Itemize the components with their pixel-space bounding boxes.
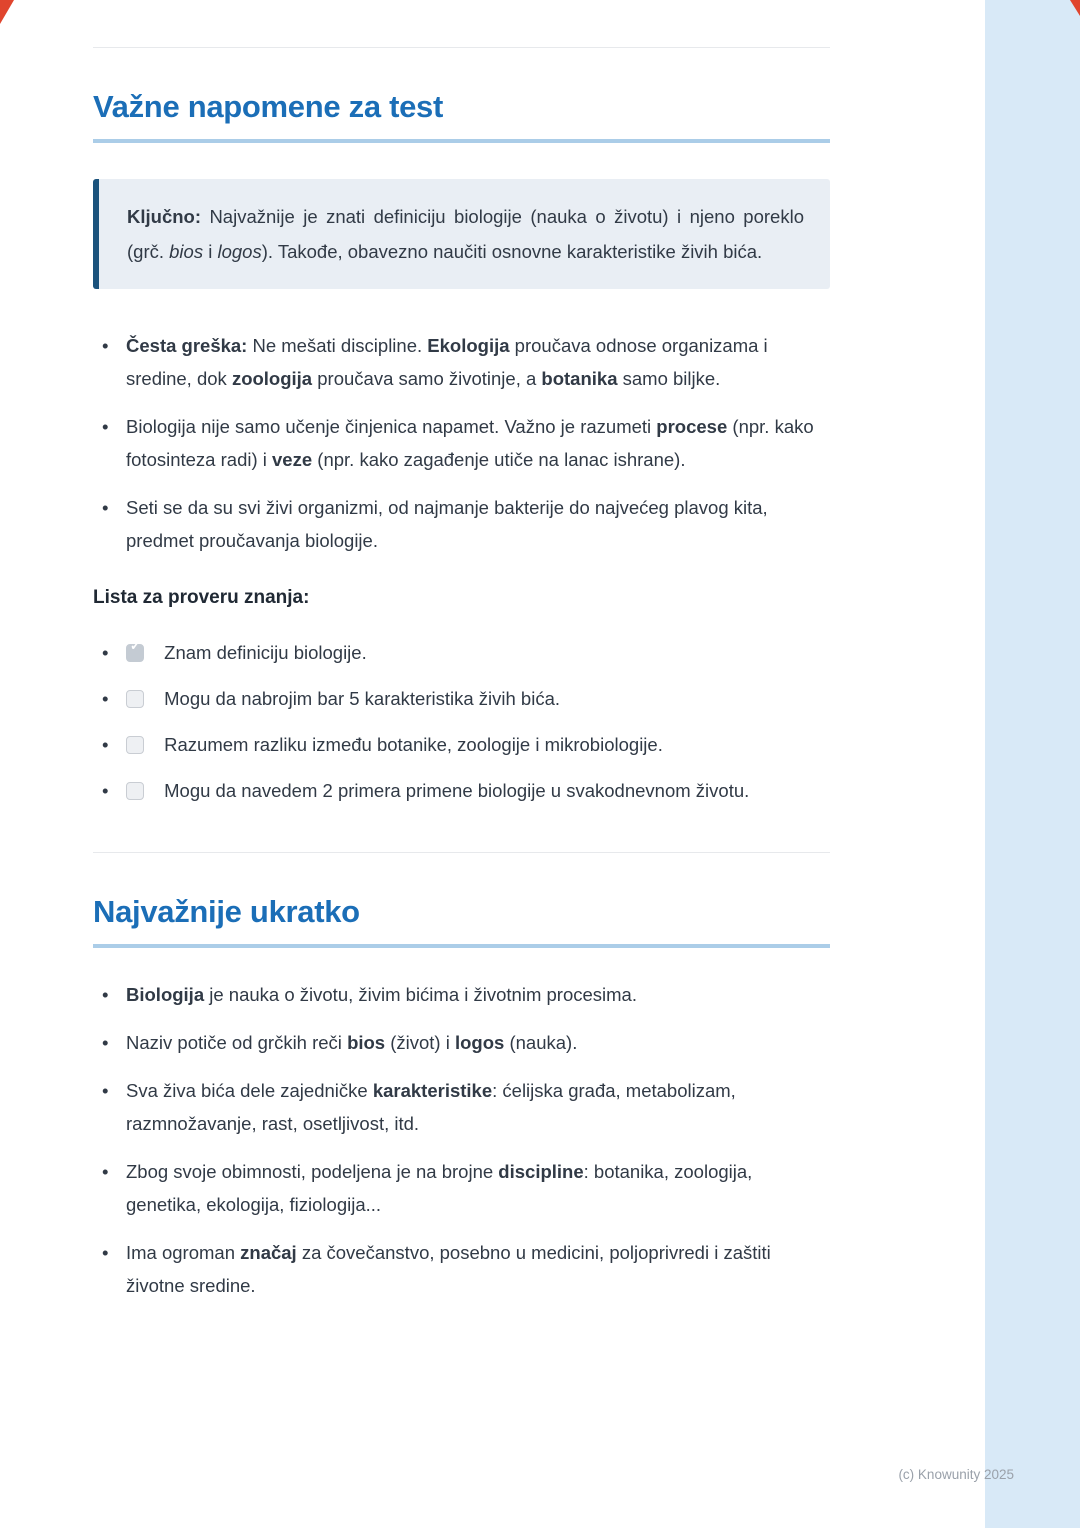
checklist-item xyxy=(93,728,830,761)
summary-text: Zbog svoje obimnosti, podeljena je na brojne discipline: botanika, zoologija, genetika, ekologija, fiziologija... xyxy=(126,1161,753,1215)
checkbox-examples[interactable] xyxy=(126,782,144,800)
bullet-dot: • xyxy=(102,642,109,663)
checklist-label: Mogu da nabrojim bar 5 karakteristika živih bića. xyxy=(164,688,561,709)
checklist-label: Mogu da navedem 2 primera primene biologije u svakodnevnom životu. xyxy=(164,780,750,801)
summary-text: Biologija je nauka o životu, živim bićima i životnim procesima. xyxy=(126,984,637,1005)
side-stripe xyxy=(985,0,1080,1528)
bullet-dot: • xyxy=(102,1080,109,1101)
checkbox-definition[interactable] xyxy=(126,644,144,662)
checklist-item xyxy=(93,636,830,669)
note-text: Biologija nije samo učenje činjenica napamet. Važno je razumeti procese (npr. kako fotosinteza radi) i veze (npr. kako zagađenje utiče na lanac ishrane). xyxy=(126,416,814,470)
summary-text: Naziv potiče od grčkih reči bios (život) i logos (nauka). xyxy=(126,1032,578,1053)
top-divider xyxy=(93,47,830,48)
checklist-item xyxy=(93,682,830,715)
checkbox-disciplines[interactable] xyxy=(126,736,144,754)
bullet-dot: • xyxy=(102,734,109,755)
summary-item xyxy=(93,1074,830,1140)
notes-list xyxy=(93,329,830,557)
summary-item xyxy=(93,1155,830,1221)
bullet-dot: • xyxy=(102,1032,109,1053)
note-item xyxy=(93,491,830,557)
summary-list xyxy=(93,978,830,1302)
bullet-dot: • xyxy=(102,1161,109,1182)
bullet-dot: • xyxy=(102,688,109,709)
checkbox-characteristics[interactable] xyxy=(126,690,144,708)
bullet-dot: • xyxy=(102,416,109,437)
bullet-dot: • xyxy=(102,984,109,1005)
note-text: Seti se da su svi živi organizmi, od najmanje bakterije do najvećeg plavog kita, predmet proučavanja biologije. xyxy=(126,497,768,551)
callout-text: Ključno: Najvažnije je znati definiciju biologije (nauka o životu) i njeno poreklo (grč. bios i logos). Takođe, obavezno naučiti osnovne karakteristike živih bića. xyxy=(127,206,804,262)
note-item xyxy=(93,329,830,395)
bullet-dot: • xyxy=(102,497,109,518)
bullet-dot: • xyxy=(102,335,109,356)
summary-text: Ima ogroman značaj za čovečanstvo, posebno u medicini, poljoprivredi i zaštiti životne sredine. xyxy=(126,1242,771,1296)
summary-item xyxy=(93,1026,830,1059)
knowledge-checklist xyxy=(93,636,830,807)
section-title-summary: Najvažnije ukratko xyxy=(93,894,360,929)
title-underline xyxy=(93,944,830,948)
summary-item xyxy=(93,1236,830,1302)
note-item xyxy=(93,410,830,476)
summary-text: Sva živa bića dele zajedničke karakteristike: ćelijska građa, metabolizam, razmnožavanje, rast, osetljivost, itd. xyxy=(126,1080,736,1134)
copyright-footer: (c) Knowunity 2025 xyxy=(898,1467,1014,1482)
bullet-dot: • xyxy=(102,1242,109,1263)
section-divider xyxy=(93,852,830,853)
title-underline xyxy=(93,139,830,143)
note-text: Česta greška: Ne mešati discipline. Ekologija proučava odnose organizama i sredine, dok zoologija proučava samo životinje, a botanika samo biljke. xyxy=(126,335,768,389)
corner-mark-left xyxy=(0,0,14,24)
section-title-test-notes: Važne napomene za test xyxy=(93,89,444,124)
bullet-dot: • xyxy=(102,780,109,801)
checklist-heading: Lista za proveru znanja: xyxy=(93,587,310,608)
document-content xyxy=(93,0,830,1302)
key-callout xyxy=(93,179,830,289)
corner-mark-right xyxy=(1070,0,1080,16)
checklist-label: Razumem razliku između botanike, zoologije i mikrobiologije. xyxy=(164,734,663,755)
checklist-label: Znam definiciju biologije. xyxy=(164,642,367,663)
checklist-item xyxy=(93,774,830,807)
summary-item xyxy=(93,978,830,1011)
